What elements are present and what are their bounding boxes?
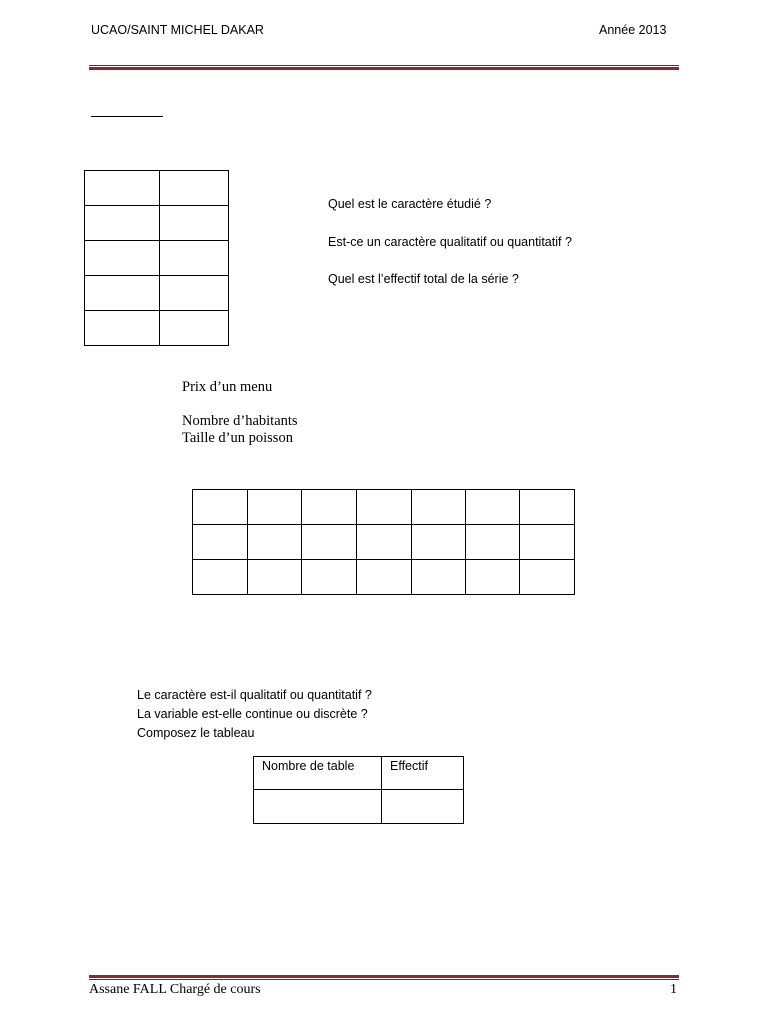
page-number: 1 xyxy=(670,982,677,997)
data-table-3 xyxy=(253,756,464,824)
table3-col-nombre: Nombre de table xyxy=(254,757,382,790)
header-rule-thick xyxy=(89,67,679,70)
header-institution: UCAO/SAINT MICHEL DAKAR xyxy=(91,23,264,37)
question-qualitatif: Est-ce un caractère qualitatif ou quantitatif ? xyxy=(328,235,572,249)
footer-rule-thick xyxy=(89,975,679,978)
data-table-1 xyxy=(84,170,229,346)
header-rule-thin xyxy=(89,65,679,66)
header-year: Année 2013 xyxy=(599,23,667,37)
question-continue: La variable est-elle continue ou discrète ? xyxy=(137,707,368,721)
variable-habitants: Nombre d’habitants xyxy=(182,413,298,429)
footer-author: Assane FALL Chargé de cours xyxy=(89,982,261,997)
question-effectif: Quel est l’effectif total de la série ? xyxy=(328,272,519,286)
variable-poisson: Taille d’un poisson xyxy=(182,430,293,446)
data-table-2 xyxy=(192,489,575,595)
question-caractere: Quel est le caractère étudié ? xyxy=(328,197,492,211)
question-composez: Composez le tableau xyxy=(137,726,255,740)
question-qualitatif-2: Le caractère est-il qualitatif ou quantitatif ? xyxy=(137,688,372,702)
variable-prix: Prix d’un menu xyxy=(182,379,273,395)
footer-rule-thin xyxy=(89,979,679,980)
title-underline xyxy=(91,116,163,117)
table3-col-effectif: Effectif xyxy=(382,757,464,790)
